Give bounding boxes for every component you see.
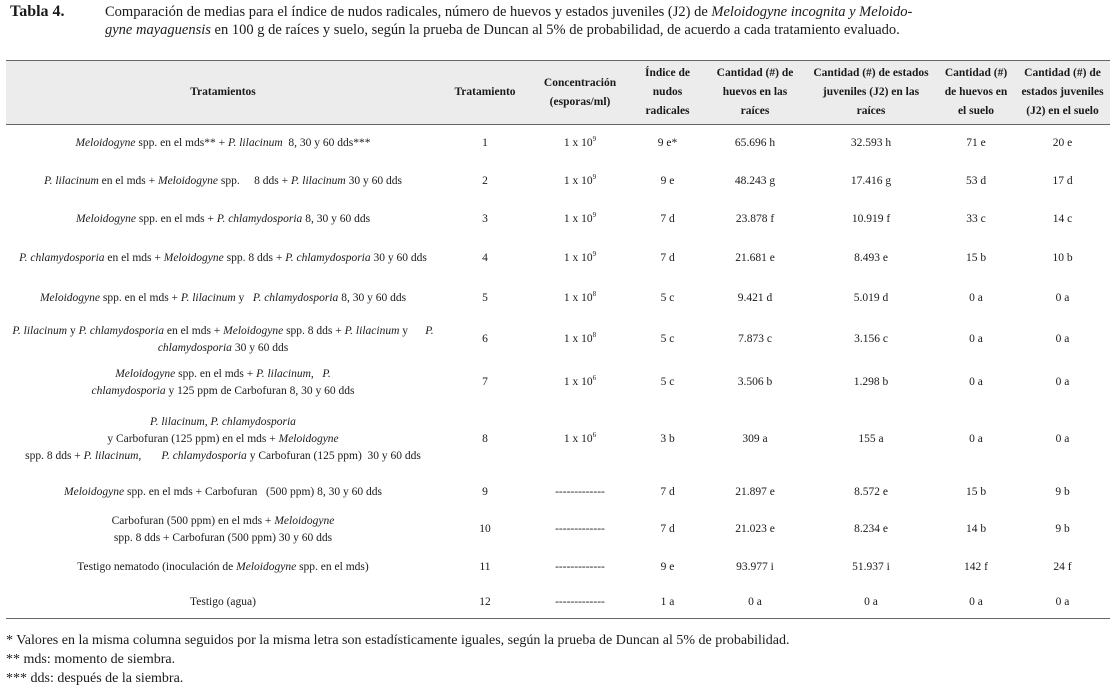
treatment-text: spp. 8 dds + [218,175,291,187]
cell-j2-soil: 0 a [1055,333,1070,345]
cell-treatment-number: 7 [482,376,488,388]
treatment-text: Testigo (agua) [190,595,256,608]
cell-j2-soil: 24 f [1053,561,1072,573]
cell-eggs-roots: 21.897 e [735,486,775,498]
treatment-text [141,450,161,462]
treatment-text: spp. en el mds + [100,292,181,304]
cell-eggs-roots: 21.681 e [735,252,775,264]
concentration-base: 1 x 10 [563,252,593,264]
header-huevos-suelo: Cantidad (#) de huevos en el suelo [937,61,1015,125]
cell-treatment-number: 3 [482,213,488,225]
treatment-text: y 125 ppm de Carbofuran 8, 30 y 60 dds [165,384,355,397]
cell-eggs-roots: 93.977 i [736,561,774,573]
cell-concentration [530,125,630,163]
cell-j2-soil: 0 a [1055,595,1070,608]
treatment-line [10,484,436,501]
cell-j2-roots: 155 a [858,433,884,445]
treatment-line [10,448,436,465]
treatment-text: Meloidogyne [75,137,136,150]
cell-eggs-roots: 309 a [742,433,768,445]
treatment-text: 30 y 60 dds [345,175,402,187]
cell-concentration [530,549,630,587]
treatment-line [10,513,436,530]
treatment-text: chlamydosporia [157,341,232,354]
caption-text-part: gyne mayaguensis [105,22,211,38]
results-table [6,60,1110,619]
treatment-text: 30 y 60 dds [231,341,289,354]
treatment-text: Meloidogyne [274,514,335,527]
treatment-text: spp. en el mds + [135,213,217,225]
treatment-text: P. lilacinum [150,416,205,428]
cell-treatment-number: 8 [482,433,488,445]
cell-treatment-number: 10 [479,523,491,535]
cell-treatment-number: 12 [479,595,491,608]
concentration-base: ------------- [555,561,605,573]
cell-treatment-description [6,361,440,405]
concentration-exponent: 6 [592,431,597,440]
table-row [6,511,1110,549]
treatment-text: spp. 8 dds + [223,252,286,264]
header-huevos-raices: Cantidad (#) de huevos en las raíces [705,61,805,125]
treatment-text: Meloidogyne [39,292,100,304]
caption-text [105,3,935,39]
cell-treatment-number: 5 [482,292,488,304]
treatment-text: en el mds + [163,324,224,337]
treatment-text: 8, 30 y 60 dds [302,213,371,225]
treatment-text: spp. 8 dds + [25,450,84,462]
treatment-text: P. chlamydosporia [216,213,303,225]
treatment-line [10,383,436,400]
treatment-text: P. [425,324,434,337]
treatment-text: P. [322,367,331,380]
table-row [6,405,1110,475]
cell-j2-soil: 20 e [1052,137,1073,150]
table-row [6,319,1110,361]
concentration-exponent: 9 [592,173,597,182]
cell-concentration [530,163,630,201]
cell-treatment-description [6,319,440,361]
cell-eggs-soil: 0 a [969,292,983,304]
concentration-exponent: 8 [592,290,597,299]
concentration-exponent: 8 [592,331,597,340]
footnotes [6,631,790,688]
cell-eggs-roots: 65.696 h [734,137,776,150]
cell-treatment-description [6,125,440,163]
header-concentracion: Concentración (esporas/ml) [530,61,630,125]
table-row [6,549,1110,587]
treatment-text: P. chlamydosporia [285,252,371,264]
cell-j2-roots: 5.019 d [853,292,889,304]
treatment-text: P. chlamydosporia [78,324,164,337]
concentration-exponent: 6 [592,374,597,383]
cell-eggs-soil: 14 b [965,523,987,535]
cell-j2-roots: 0 a [864,595,878,608]
cell-j2-roots: 10.919 f [851,213,891,225]
caption-text-part: Comparación de medias para el índice de nudos radicales, número de huevos y estados juveniles (J2) de [105,4,712,20]
cell-eggs-soil: 15 b [965,252,987,264]
treatment-text: P. chlamydosporia [252,292,339,304]
cell-concentration [530,201,630,239]
concentration-base: ------------- [555,523,605,535]
cell-treatment-description [6,239,440,279]
cell-eggs-roots: 9.421 d [737,292,773,304]
cell-eggs-roots: 7.873 c [738,333,772,345]
cell-concentration [530,239,630,279]
treatment-text: y Carbofuran (125 ppm) 30 y 60 dds [246,450,421,462]
cell-j2-roots: 8.572 e [854,486,888,498]
cell-concentration [530,279,630,319]
treatment-text: Meloidogyne [163,252,224,264]
footnote-significance: * Valores en la misma columna seguidos por la misma letra son estadísticamente iguales, según la prueba de Duncan al 5% de probabilidad. [6,633,790,648]
treatment-line [10,211,436,228]
cell-j2-soil: 9 b [1055,486,1070,498]
table-body [6,125,1110,619]
cell-eggs-roots: 23.878 f [735,213,775,225]
treatment-line [10,173,436,190]
treatment-line [10,323,436,340]
concentration-base: ------------- [555,486,605,498]
cell-root-knot-index: 7 d [660,523,675,535]
cell-treatment-description [6,511,440,549]
treatment-text: P. lilacinum, [256,367,314,380]
treatment-text: , [204,416,211,428]
treatment-text: spp. en el mds) [296,561,369,573]
cell-eggs-roots: 3.506 b [737,376,773,388]
cell-j2-roots: 51.937 i [852,561,890,573]
concentration-base: 1 x 10 [563,137,593,150]
cell-j2-roots: 8.234 e [854,523,888,535]
cell-root-knot-index: 5 c [660,292,675,304]
cell-root-knot-index: 1 a [660,595,675,608]
concentration-exponent: 9 [592,135,597,144]
cell-treatment-description [6,201,440,239]
cell-concentration [530,587,630,619]
treatment-text: P. lilacinum [44,175,99,187]
treatment-text: P. chlamydosporia [161,450,247,462]
cell-concentration [530,361,630,405]
cell-treatment-number: 4 [482,252,488,264]
treatment-text: Carbofuran (500 ppm) en el mds + [111,514,275,527]
header-tratamientos: Tratamientos [6,61,440,125]
treatment-text: Meloidogyne [115,367,176,380]
cell-root-knot-index: 3 b [660,433,675,445]
treatment-text: 8, 30 y 60 dds*** [282,137,371,150]
cell-j2-roots: 1.298 b [853,376,889,388]
treatment-text: chlamydosporia [91,384,166,397]
cell-eggs-soil: 53 d [965,175,987,187]
cell-j2-soil: 0 a [1055,292,1070,304]
cell-root-knot-index: 9 e [660,561,675,573]
concentration-base: 1 x 10 [563,292,593,304]
cell-eggs-roots: 21.023 e [735,523,775,535]
cell-treatment-description [6,405,440,475]
concentration-base: ------------- [555,595,605,608]
header-indice: Índice de nudos radicales [630,61,705,125]
treatment-text: Meloidogyne [64,486,125,498]
treatment-text: en el mds + [104,252,164,264]
cell-treatment-number: 11 [479,561,491,573]
cell-root-knot-index: 9 e* [657,137,678,150]
cell-root-knot-index: 5 c [660,376,675,388]
treatment-text: P. lilacinum, [83,450,142,462]
caption-text-part: en 100 g de raíces y suelo, según la prueba de Duncan al 5% de probabilidad, de acuerdo a cada tratamiento evaluado. [210,22,900,38]
cell-j2-roots: 8.493 e [854,252,888,264]
treatment-text: 30 y 60 dds [370,252,427,264]
cell-treatment-description [6,163,440,201]
cell-root-knot-index: 7 d [660,486,675,498]
table-row [6,279,1110,319]
cell-treatment-description [6,279,440,319]
treatment-text: Meloidogyne [223,324,284,337]
cell-treatment-description [6,587,440,619]
treatment-text: spp. en el mds + Carbofuran (500 ppm) 8, 30 y 60 dds [124,486,382,498]
treatment-line [10,135,436,152]
treatment-text: P. chlamydosporia [210,416,296,428]
treatment-line [10,414,436,431]
header-j2-raices: Cantidad (#) de estados juveniles (J2) en las raíces [805,61,937,125]
cell-root-knot-index: 7 d [660,213,675,225]
treatment-text: spp. en el mds** + [135,137,228,150]
cell-eggs-soil: 71 e [966,137,986,150]
cell-eggs-soil: 0 a [969,333,983,345]
treatment-text: 8, 30 y 60 dds [338,292,407,304]
cell-treatment-number: 2 [482,175,488,187]
treatment-text: en el mds + [98,175,158,187]
treatment-text: P. lilacinum [180,292,236,304]
cell-eggs-soil: 142 f [964,561,988,573]
treatment-text: Testigo nematodo (inoculación de [77,561,237,573]
table-label: Tabla 4. [10,3,65,20]
concentration-base: 1 x 10 [563,433,593,445]
table-row [6,163,1110,201]
concentration-base: 1 x 10 [563,333,593,345]
treatment-text: y [235,292,253,304]
cell-treatment-number: 6 [482,333,488,345]
treatment-text: P. chlamydosporia [19,252,105,264]
treatment-text: P. lilacinum [12,324,68,337]
treatment-text: Meloidogyne [157,175,219,187]
cell-j2-roots: 17.416 g [850,175,892,187]
cell-j2-soil: 9 b [1055,523,1070,535]
cell-eggs-roots: 48.243 g [734,175,776,187]
cell-eggs-soil: 0 a [969,595,983,608]
cell-j2-roots: 32.593 h [850,137,892,150]
treatment-line [10,340,436,357]
concentration-base: 1 x 10 [563,376,593,388]
cell-treatment-number: 9 [482,486,488,498]
cell-eggs-soil: 33 c [966,213,986,225]
concentration-exponent: 9 [592,250,597,259]
cell-treatment-description [6,475,440,511]
cell-concentration [530,405,630,475]
cell-eggs-soil: 15 b [965,486,987,498]
header-j2-suelo: Cantidad (#) de estados juveniles (J2) en el suelo [1015,61,1110,125]
cell-j2-soil: 14 c [1052,213,1073,225]
cell-j2-soil: 0 a [1055,376,1070,388]
treatment-text: y Carbofuran (125 ppm) en el mds + [107,433,279,445]
concentration-base: 1 x 10 [563,175,593,187]
table-row [6,361,1110,405]
cell-eggs-soil: 0 a [969,376,983,388]
footnote-dds: *** dds: después de la siembra. [6,671,184,686]
treatment-text: y [399,324,426,337]
cell-concentration [530,511,630,549]
treatment-line [10,290,436,307]
cell-root-knot-index: 5 c [660,333,675,345]
treatment-text: P. lilacinum [344,324,400,337]
treatment-text: spp. en el mds + [175,367,257,380]
cell-eggs-roots: 0 a [748,595,762,608]
header-tratamiento: Tratamiento [440,61,530,125]
treatment-line [10,530,436,547]
table-row [6,475,1110,511]
table-header [6,61,1110,125]
cell-j2-roots: 3.156 c [854,333,888,345]
table-row [6,239,1110,279]
table-row [6,125,1110,163]
treatment-line [10,594,436,611]
cell-root-knot-index: 9 e [660,175,675,187]
cell-treatment-number: 1 [482,137,488,150]
cell-root-knot-index: 7 d [660,252,675,264]
cell-concentration [530,319,630,361]
treatment-text: y [67,324,79,337]
treatment-text: P. lilacinum [290,175,346,187]
footnote-mds: ** mds: momento de siembra. [6,652,176,667]
treatment-text: spp. 8 dds + Carbofuran (500 ppm) 30 y 60 dds [113,531,333,544]
treatment-text: Meloidogyne [278,433,339,445]
treatment-line [10,366,436,383]
cell-j2-soil: 17 d [1052,175,1073,187]
treatment-line [10,431,436,448]
treatment-text: Meloidogyne [236,561,297,573]
concentration-base: 1 x 10 [563,213,593,225]
treatment-text: spp. 8 dds + [283,324,345,337]
concentration-exponent: 9 [592,211,597,220]
cell-concentration [530,475,630,511]
cell-j2-soil: 0 a [1055,433,1070,445]
cell-eggs-soil: 0 a [969,433,983,445]
treatment-line [10,250,436,267]
treatment-text: Meloidogyne [75,213,136,225]
treatment-text: P. lilacinum [227,137,283,150]
treatment-line [10,559,436,576]
caption-text-part: Meloidogyne incognita y Meloido- [711,4,913,20]
cell-treatment-description [6,549,440,587]
table-row [6,201,1110,239]
table-row [6,587,1110,619]
cell-j2-soil: 10 b [1052,252,1073,264]
